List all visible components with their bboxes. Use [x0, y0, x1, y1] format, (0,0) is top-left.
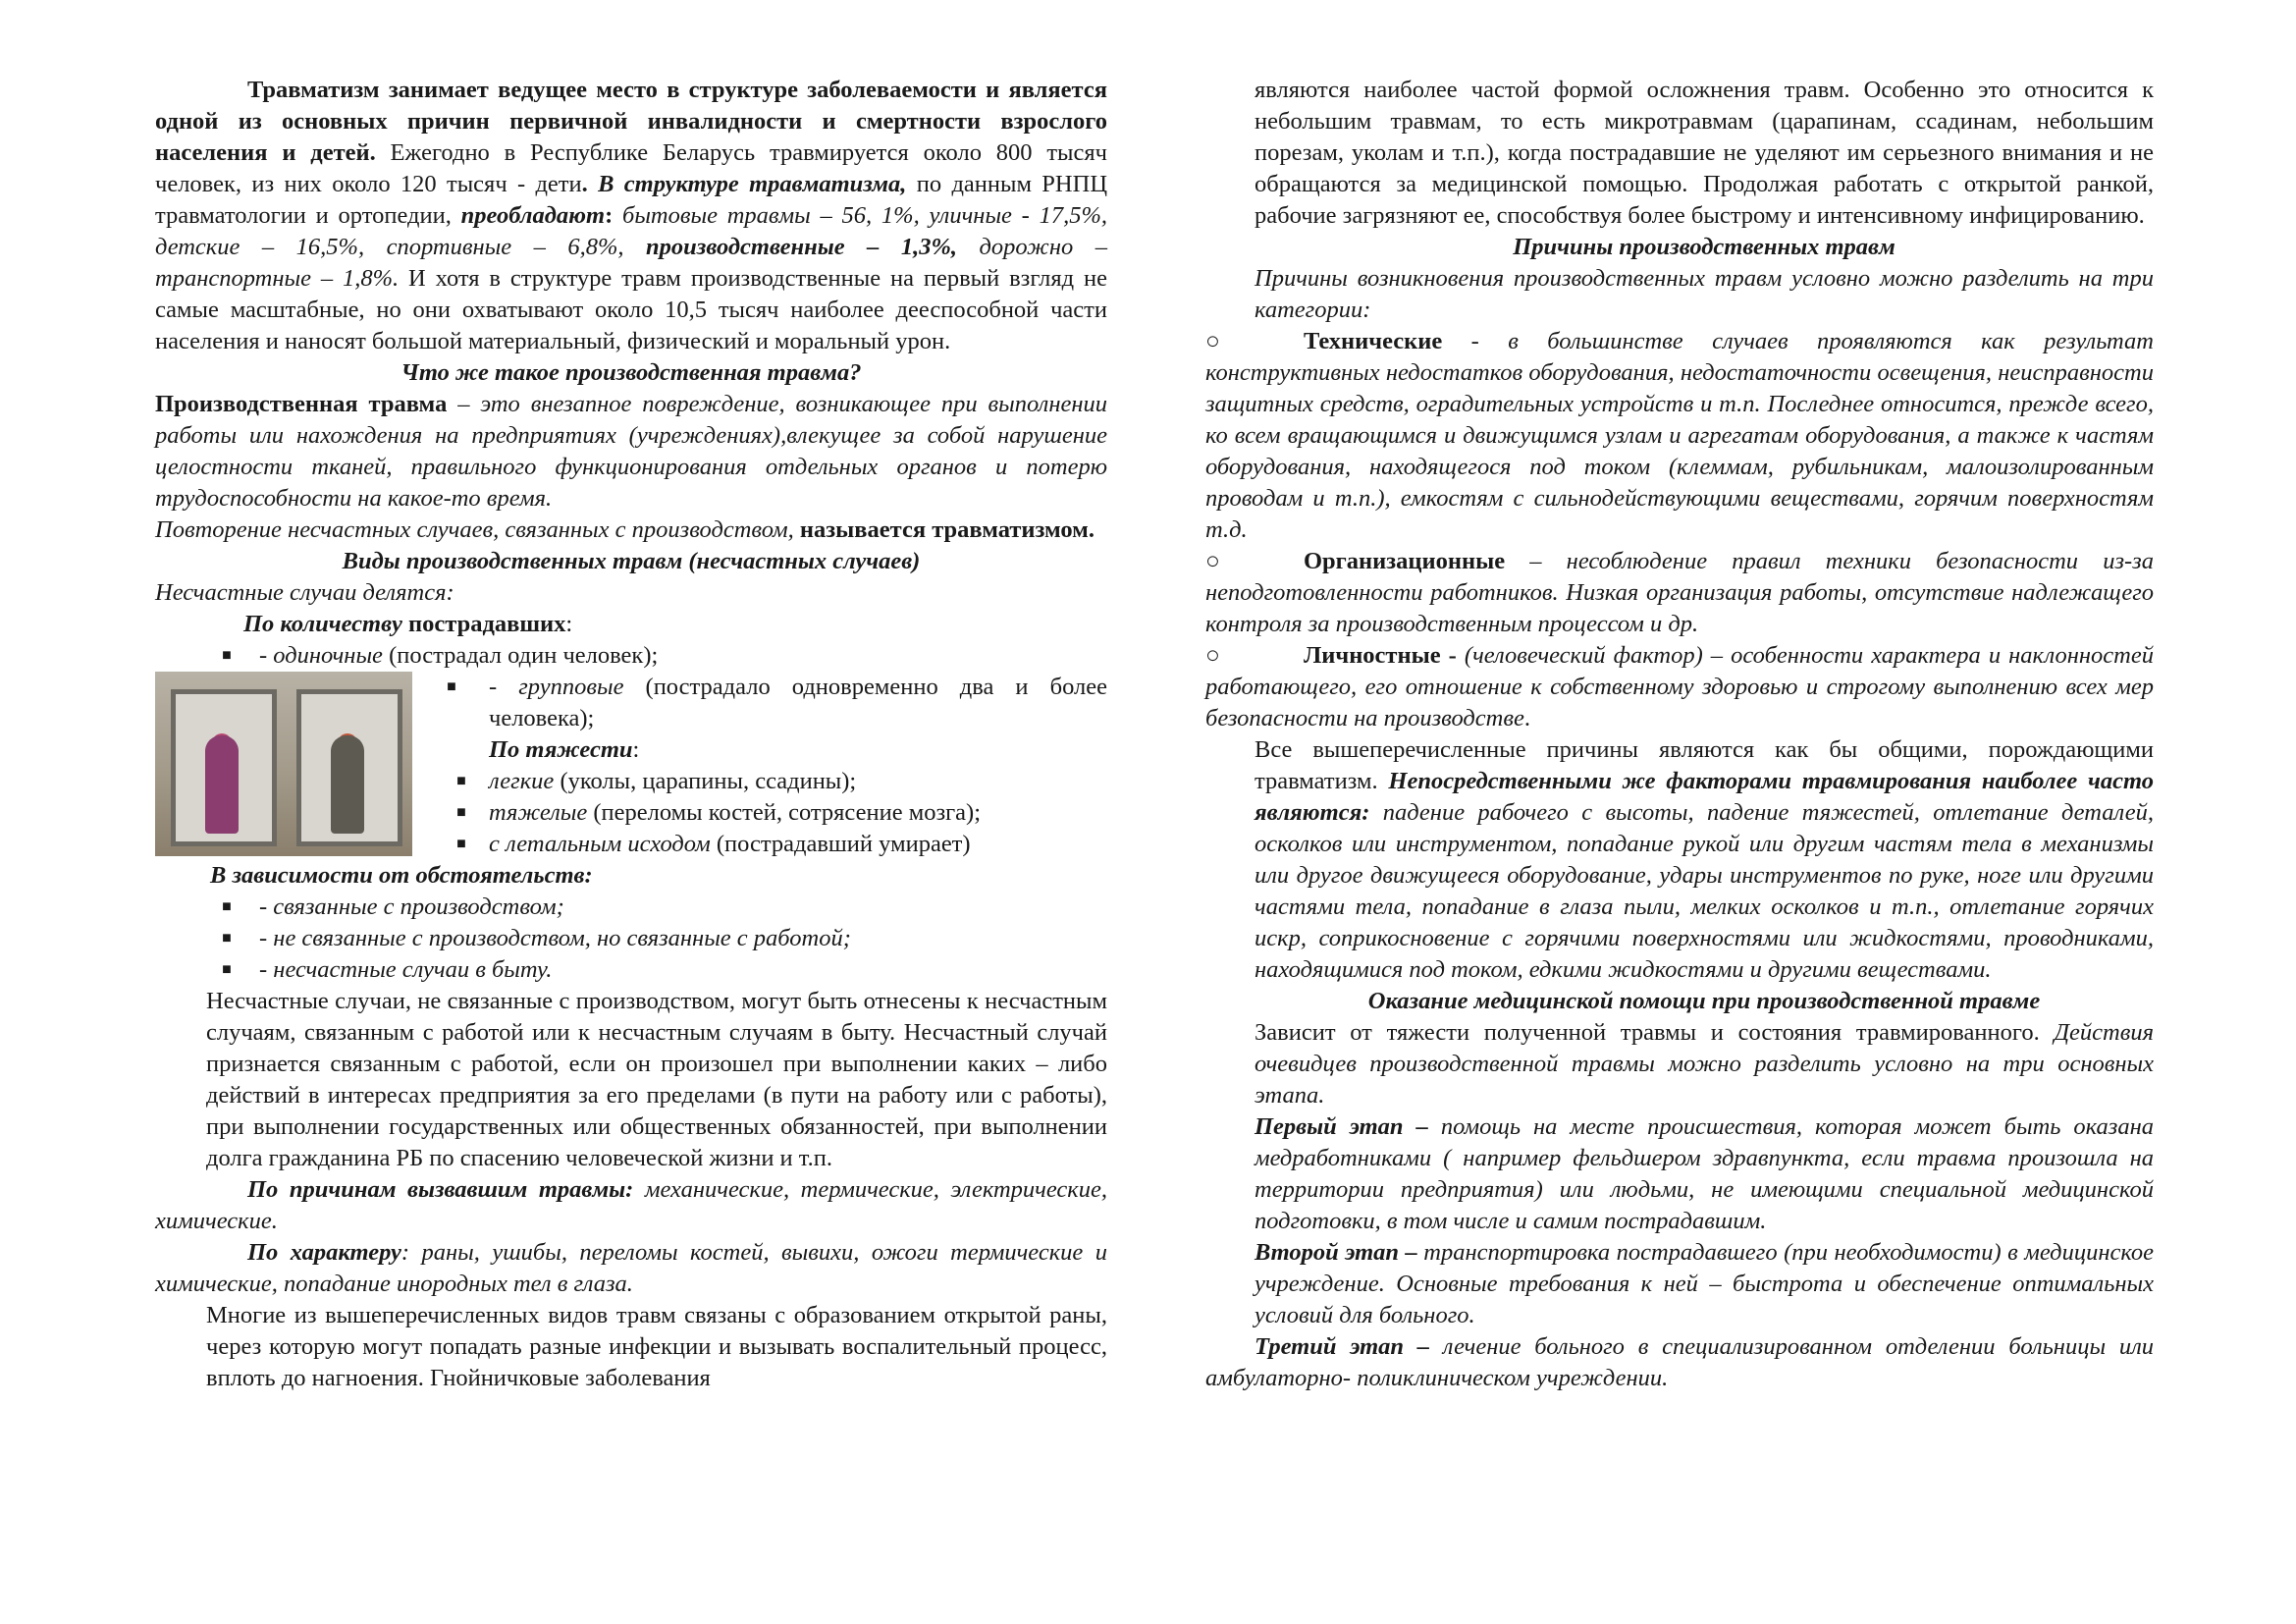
by-cause-paragraph [155, 1174, 1107, 1237]
list-item-heavy [424, 797, 1107, 829]
aid-plain-text: Зависит от тяжести полученной травмы и состояния травмированного. [1255, 1019, 2055, 1046]
bullet-icon: ■ [222, 930, 232, 947]
group-desc: (пострадало одновременно два и более человека); [489, 674, 1107, 731]
group-label: - групповые [489, 674, 624, 700]
technical-term: Технические [1304, 328, 1443, 354]
fatal-label: с летальным исходом [489, 831, 711, 857]
list-item-circ-1 [155, 892, 1107, 923]
single-desc: (пострадал один человек); [382, 642, 659, 669]
all-causes-text: Все вышеперечисленные причины являются как бы общими, порождающими травматизм. [1255, 736, 2154, 794]
aid-intro [1205, 1017, 2154, 1111]
stage-3-title: Третий этап – [1255, 1333, 1430, 1360]
unrelated-paragraph: Несчастные случаи, не связанные с производством, могут быть отнесены к несчастным случаям, связанным с работой или к несчастным случаям в быту. Несчастный случай признается связанным с работой, если он произошел при выполнении каких – либо действий в интересах предприятия за его пределами (в пути на работу или с работы), при выполнении государственных или общественных обязанностей, при выполнении долга гражданина РБ по спасению человеческой жизни и т.п. [206, 988, 1107, 1171]
list-item-circ-2 [155, 923, 1107, 954]
bullet-icon: ■ [447, 678, 456, 695]
personal-dot: . [1523, 705, 1531, 731]
circle-bullet-icon: ○ [1205, 642, 1220, 669]
intro-plain-text: Ежегодно в Республике Беларусь травмируется около 800 тысяч человек, из них около 120 тысяч - дети [155, 139, 1107, 197]
window-right [296, 689, 402, 846]
light-label: легкие [489, 768, 555, 794]
definition-body: – это внезапное повреждение, возникающее при выполнении работы или нахождения на предприятиях (учреждениях),влекущее за собой нарушение целостности тканей, правильного функционирования отдельных органов и потерю трудоспособности на какое-то время. [155, 391, 1107, 512]
question-heading: Что же такое производственная травма? [400, 359, 862, 386]
direct-factors-paragraph [1205, 734, 2154, 986]
intro-dot: . [581, 171, 588, 197]
intro-stats-text: бытовые травмы – 56, 1%, уличные - 17,5%, детские – 16,5%, спортивные – 6,8%, [155, 202, 1108, 260]
fatal-desc: (пострадавший умирает) [710, 831, 971, 857]
by-nature-i: : раны, ушибы, переломы костей, вывихи, ожоги термические и химические, попадание инородных тел в глаза. [155, 1239, 1107, 1297]
types-intro: Несчастные случаи делятся: [155, 579, 454, 606]
by-cause-i: механические, термические, электрические, химические. [155, 1176, 1107, 1234]
cause-personal [1205, 640, 2154, 734]
aid-heading: Оказание медицинской помощи при производственной травме [1367, 988, 2041, 1014]
continuation-paragraph: являются наиболее частой формой осложнения травм. Особенно это относится к небольшим травмам, то есть микротравмам (царапинам, ссадинам, небольшим порезам, уколам и т.п.), когда пострадавшие не уделяют им серьезного внимания и не обращаются за медицинской помощью. Продолжая работать с открытой ранкой, рабочие загрязняют ее, способствуя более быстрому и интенсивному инфицированию. [1255, 77, 2154, 229]
stage-3-paragraph [1205, 1331, 2154, 1394]
by-severity-heading [424, 734, 1107, 766]
repeat-italic-text: Повторение несчастных случаев, связанных с производством, [155, 516, 800, 543]
open-wound-paragraph: Многие из вышеперечисленных видов травм связаны с образованием открытой раны, через которую могут попадать разные инфекции и вызывать воспалительный процесс, вплоть до нагноения. Гнойничковые заболевания [206, 1302, 1107, 1391]
circ-item-text: - связанные с производством; [259, 893, 564, 920]
circ-item-text: - не связанные с производством, но связанные с работой; [259, 925, 851, 951]
definition-term: Производственная травма [155, 391, 448, 417]
bullet-icon: ■ [456, 773, 466, 789]
cause-organizational [1205, 546, 2154, 640]
list-item-single [155, 640, 1107, 672]
intro-rnpc-text: по данным РНПЦ травматологии и ортопедии, [155, 171, 1108, 229]
bullet-icon: ■ [456, 804, 466, 821]
right-column [1205, 75, 2154, 1394]
stage-2-title: Второй этап – [1255, 1239, 1417, 1266]
personal-term: Личностные - [1304, 642, 1457, 669]
by-cause-bi: По причинам вызвавшим травмы: [247, 1176, 634, 1203]
intro-structure-text: В структуре травматизма, [587, 171, 907, 197]
definition-paragraph [155, 389, 1107, 514]
intro-road-stat: дорожно – транспортные – 1,8%. [155, 234, 1108, 292]
photo-side-list [424, 672, 1107, 860]
stage-1-paragraph [1205, 1111, 2154, 1237]
repeat-paragraph [155, 514, 1107, 546]
worker-figure [205, 735, 239, 834]
bullet-icon: ■ [222, 647, 232, 664]
light-desc: (уколы, царапины, ссадины); [554, 768, 857, 794]
stage-2-body: транспортировка пострадавшего (при необходимости) в медицинское учреждение. Основные требования к ней – быстрота и обеспечение оптимальных условий для больного. [1255, 1239, 2154, 1328]
aid-italic-text: Действия очевидцев производственной травмы можно разделить условно на три основных этапа. [1255, 1019, 2154, 1109]
stage-1-title: Первый этап – [1255, 1113, 1428, 1140]
direct-factors-i: падение рабочего с высоты, падение тяжестей, отлетание деталей, осколков или инструментом, попадание рукой или другим частям тела в механизмы или другое движущееся оборудование, удары инструментов по руке, ноге или другими частями тела, попадание в глаза пыли, мелких осколков и т.п., отлетание горячих искр, соприкосновение с горячими поверхностями или жидкостями, проводниками, находящимися под током, едкими жидкостями и другими веществами. [1255, 799, 2154, 983]
photo-row [155, 672, 1107, 860]
worker-figure [331, 735, 364, 834]
by-nature-bi: По характеру [247, 1239, 401, 1266]
left-column [155, 75, 1107, 1394]
types-heading: Виды производственных травм (несчастных случаев) [342, 548, 921, 574]
by-circumstances-heading: В зависимости от обстоятельств: [210, 862, 593, 889]
by-count-heading [155, 609, 1107, 640]
intro-colon: : [605, 202, 614, 229]
by-severity-bi: По тяжести [489, 736, 633, 763]
by-nature-paragraph [155, 1237, 1107, 1300]
bullet-icon: ■ [222, 961, 232, 978]
by-severity-colon: : [632, 736, 640, 763]
window-left [171, 689, 277, 846]
intro-prevail-text: преобладают [460, 202, 606, 229]
organizational-term: Организационные [1304, 548, 1506, 574]
causes-heading: Причины производственных травм [1513, 234, 1896, 260]
circle-bullet-icon: ○ [1205, 328, 1220, 354]
personal-body: (человеческий фактор) – особенности характера и наклонностей работающего, его отношение к собственному здоровью и строгому выполнению всех мер безопасности на производстве [1205, 642, 2154, 731]
intro-tail-text: И хотя в структуре травм производственные на первый взгляд не самые масштабные, но они охватывают около 10,5 тысяч наиболее дееспособной части населения и наносят большой материальный, физический и моральный урон. [155, 265, 1107, 354]
intro-bold-text: Травматизм занимает ведущее место в структуре заболеваемости и является одной из основных причин первичной инвалидности и смертности взрослого населения и детей. [155, 77, 1107, 166]
stage-1-body: помощь на месте происшествия, которая может быть оказана медработниками ( например фельдшером здравпункта, если травма произошла на территории предприятия) или людьми, не имеющими специальной медицинской подготовки, в том числе и самим пострадавшим. [1255, 1113, 2154, 1234]
technical-body: - в большинстве случаев проявляются как результат конструктивных недостатков оборудования, недостаточности освещения, неисправности защитных средств, оградительных устройств и т.п. Последнее относится, прежде всего, ко всем вращающимся и движущимся узлам и агрегатам оборудования, а также к частям оборудования, находящегося под током (клеммам, рубильникам, малоизолированным проводам и т.п.), емкостям с сильнодействующими веществами, горячим поверхностям т.д. [1205, 328, 2154, 543]
heavy-label: тяжелые [489, 799, 588, 826]
intro-paragraph [155, 75, 1107, 357]
intro-production-stat: производственные – 1,3%, [646, 234, 958, 260]
causes-intro: Причины возникновения производственных травм условно можно разделить на три категории: [1255, 265, 2154, 323]
list-item-circ-3 [155, 954, 1107, 986]
by-count-bi: По количеству [243, 611, 402, 637]
list-item-group [424, 672, 1107, 734]
circle-bullet-icon: ○ [1205, 548, 1220, 574]
workers-photo [155, 672, 412, 856]
heavy-desc: (переломы костей, сотрясение мозга); [587, 799, 982, 826]
direct-factors-bi: Непосредственными же факторами травмирования наиболее часто являются: [1255, 768, 2154, 826]
bullet-icon: ■ [222, 898, 232, 915]
stage-3-body: лечение больного в специализированном отделении больницы или амбулаторно- поликлиническом учреждении. [1205, 1333, 2154, 1391]
list-item-fatal [424, 829, 1107, 860]
stage-2-paragraph [1205, 1237, 2154, 1331]
cause-technical [1205, 326, 2154, 546]
list-item-light [424, 766, 1107, 797]
single-label: - одиночные [259, 642, 383, 669]
repeat-bold-text: называется травматизмом. [799, 516, 1095, 543]
circ-item-text: - несчастные случаи в быту. [259, 956, 553, 983]
by-count-b: пострадавших [401, 611, 566, 637]
organizational-body: – несоблюдение правил техники безопасности из-за неподготовленности работников. Низкая организация работы, отсутствие надлежащего контроля за производственным процессом и др. [1205, 548, 2154, 637]
bullet-icon: ■ [456, 836, 466, 852]
by-count-colon: : [565, 611, 573, 637]
